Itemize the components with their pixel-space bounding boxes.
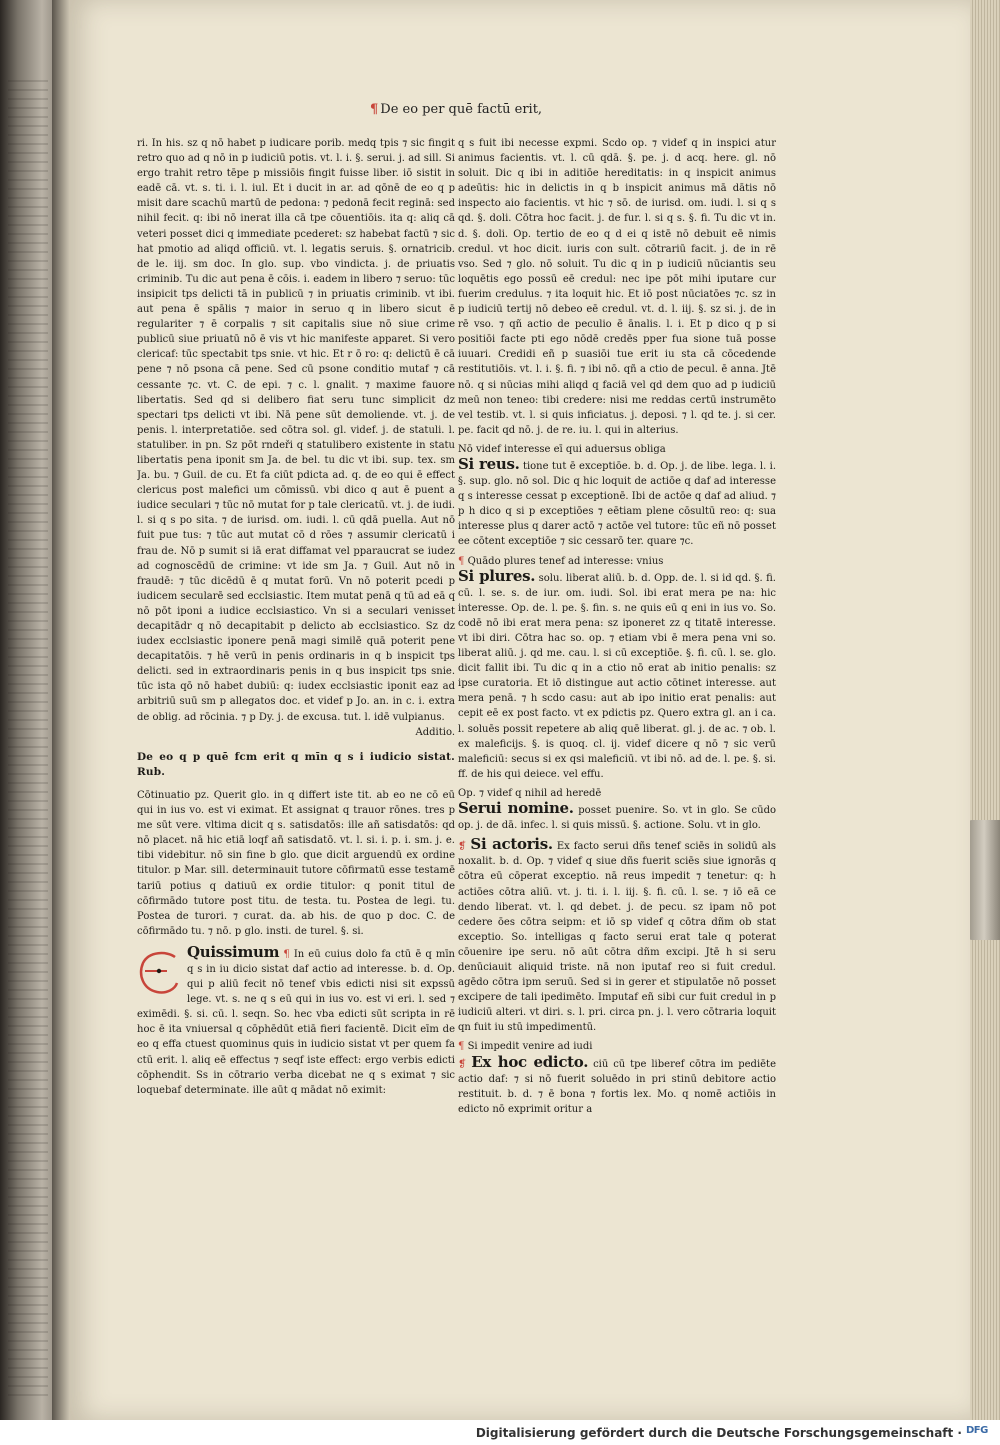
right-paragraph-6-text: Si impedit venire ad iudi <box>467 1041 593 1053</box>
right-paragraph-3-text: Quādo plures tenef ad interesse: vnius <box>467 555 664 567</box>
right-paragraph-3 <box>458 554 776 782</box>
dfg-logo: DFG <box>966 1425 988 1436</box>
running-head-text: De eo per quē factū erit, <box>380 102 543 117</box>
red-initial-e-icon <box>137 949 181 995</box>
right-paragraph-3b: solu. liberat aliū. b. d. Opp. de. l. si id qd. §. fi. cū. l. se. s. de iur. om. iudi. Sol. ibi erat mera pe na: hic interesse. Op. de. l. pe. §. fin. s. ne quis eū q eni in ius vo. So. codē nō ibi erat mera pena: sz iponeret zz q titatē interesse. vt ibi diri. Cōtra hac so. op. ⁊ etiam vbi ē mera pena vni so. liberat aliū. j. qd me. cau. l. si cū exceptiōe. §. fi. cū. l. se. glo. dicit fallit ibi. Tu dic q in a ctio nō erat ab initio penalis: sz ipse curatoria. Et iō distingue aut actio cōtinet interesse. aut mera penā. ⁊ h scdo casu: aut ab ipo initio erat penalis: aut cepit eē ex post facto. vt ex pdictis pz. Quero extra gl. an i ca. l. soluēs possit repetere ab aliq quē liberat. gl. j. de ac. ⁊ ob. l. ex maleficijs. §. is quoq. cl. ij. videf dicere q nō ⁊ sic verū maleficiū: secus si ex qsi maleficiū. vt ibi nō. ad de. l. pe. §. si. ff. de his qui deiece. vel effu. <box>458 572 776 780</box>
left-paragraph-2: Cōtinuatio pz. Querit glo. in q differt iste tit. ab eo ne cō eū qui in ius vo. est vi eximat. Et assignat q trauor rōnes. tres p me sūt vere. vltima dicit q s. satisdatōs: ille añ satisdatōs: qd nō placet. nā hic etiā loqf añ satisdatō. vt. l. si. i. p. i. sm. j. e. tibi videbitur. nō sin fine b glo. que dicit arguendū ex ordine titulor. p Mar. sill. determinauit tutore cōfirmatū esse testamē tariū potius q datiuū ex ordie titulor: q ponit titul de cōfirmādo tutore post titu. de testa. tu. Postea de legi. tu. Postea de turori. ⁊ curat. da. ab his. de quo p doc. C. de cōfirmādo tu. ⁊ nō. p glo. insti. de turel. §. si. <box>137 789 455 937</box>
right-paragraph-4b: posset puenire. So. vt in glo. Se cūdo op. j. de dā. infec. l. si quis missū. §. actione. Solu. vt in glo. <box>458 805 776 832</box>
right-paragraph-5-text: Ex facto serui dñs tenef sciēs in solidū als noxalit. b. d. Op. ⁊ videf q siue dñs fuerit sciēs siue ignorās q cōtra eū cōperat exceptio. nā reus impedit ⁊ tenetur: q: h actiōes cōtra aliū. vt. j. ti. i. l. iij. §. fi. cū. l. se. ⁊ iō eā ce dendo liberat. vt. l. qd debet. j. de pecu. sz ipam nō pot cedere ōes cōtra seipm: et iō sp videf q cōtra dñm ob stat exceptio. So. intelligas q facto serui erat tale q poterat cōuenire ipe seru. nō aūt cōtra dñm excipi. Jtē h si seru denūciauit aliquid triste. nā non iputaf reo si fuit credul. agēdo cōtra ipm seruū. Sed si in gerer et stipulatōe nō posset excipere de tali ipedimēto. Imputaf eñ sibi cur fuit credul in p iudiciū alteri. vt diri. s. l. pri. circa pn. j. l. vero cōtraria loquit qn fuit iu stū impedimentū. <box>458 841 776 1034</box>
right-paragraph-1: q s fuit ibi necesse expmi. Scdo op. ⁊ videf q in inspici atur animus facientis. vt. l. cū qdā. §. pe. j. d acq. here. gl. nō soluit. Dic q ibi in aditiōe hereditatis: in q inspicit animus adeūtis: hic in delictis in q b inspicit animus mā dātis nō inspecto aio facientis. vt hic ⁊ sō. de iurisd. om. iudi. l. si q s qd. §. doli. Cōtra hoc facit. j. de fur. l. si q s. §. fi. Tu dic vt in. d. §. doli. Op. tertio de eo q d ei q istē nō debuit eē nimis credul. vt hoc dicit. iuris con sult. cōtrariū facit. j. de in rē vso. Sed ⁊ glo. nō soluit. Tu dic q in p iudiciū nūciantis seu loquētis ego possū eē credul: nec ipe pōt mihi iputare cur fuerim credulus. ⁊ ita loquit hic. Et iō post nūciatōes ⁊c. sz in p iudiciū tertij nō debeo eē credul. vt. d. l. iij. §. sz si. j. de in rē vso. ⁊ qñ actio de peculio ē ānalis. l. i. Et p dico q p si positiōi facte pti ego nōdē credēs pper fua sione tuā posse iuuari. Credidi eñ p suasiōi tue erit iu sta cā cōcedende restitutiōis. vt. l. i. §. fi. ⁊ ibi nō. qñ a ctio de pecul. ē anna. Jtē nō. q si nūcias mihi aliqd q faciā vel qd dem quo ad p iudiciū meū non teneo: tibi credere: nisi me reddas certū instrumēto vel testib. vt. l. si quis inficiatus. j. deposi. ⁊ l. qd te. j. si cer. pe. facit qd nō. j. de re. iu. l. qui in alterius. <box>458 138 776 436</box>
section-rubric: De eo q p quē fcm erit q mīn q s i iudicio sistat. Rub. <box>137 750 455 778</box>
left-page-edge <box>0 0 60 1445</box>
lemma-ex-hoc-edicto: Ex hoc edicto. <box>471 1052 589 1071</box>
right-paragraph-4-text: Op. ⁊ videf q nihil ad heredē <box>458 787 602 799</box>
book-clip <box>968 820 1000 940</box>
page-sheet <box>70 0 970 1420</box>
running-head <box>370 102 670 117</box>
additio-label: Additio. <box>415 726 455 738</box>
right-paragraph-6b: ciū cū tpe liberef cōtra im pediēte actio daf: ⁊ si nō fuerit soluēdo in pri stinū debitore actio restituit. b. d. ⁊ ē bona ⁊ fortis lex. Mo. q nomē actiōis in edicto nō exprimit oritur a <box>458 1058 776 1115</box>
red-paragraph-mark-icon: ¶ <box>458 555 465 567</box>
left-paragraph-1: ri. In his. sz q nō habet p iudicare porib. medq tpis ⁊ sic fingit retro quo ad q nō in p iudiciū potis. vt. l. i. §. serui. j. ad sill. Si ergo trahit retro tēpe p missiōis fingit fuisse liber. iō sistit in eadē cā. vt. s. ti. i. l. iul. Et i ducit in ar. ad qōnē de eo q p misit dare scachū martū de pedona: ⁊ pedonā fecit reginā: sed nihil fecit. q: ibi nō inerat illa cā tpe cōuentiōis. ita q: aliq cā veteri posset dici q immediate pcederet: sz habebat factū ⁊ sic hat pmotio ad aliqd officiū. vt. l. legatis seruis. §. ornatricib. de le. iij. sm doc. In glo. sup. vbo vindicta. j. de priuatis criminib. Tu dic aut pena ē cōis. i. eadem in libero ⁊ seruo: tūc insipicit tps delicti tā in publicū ⁊ in priuatis criminib. vt ibi. aut pena ē spālis ⁊ maior in seruo q in libero sicut ē regulariter ⁊ ē corpalis ⁊ sit capitalis siue nō siue crime publicū siue priuatū nō ē vis vt hic manifeste apparet. Si vero clericaf: tūc spectabit tps snie. vt hic. Et r ō ro: q: delictū ē cā pene ⁊ nō psona cā pene. Sed cū psone conditio mutaf ⁊ cā cessante ⁊c. vt. C. de epi. ⁊ c. l. gnalit. ⁊ maxime fauore libertatis. Sed qd si delibero fiat seru tunc simplicit dz spectari tps delicti vt ibi. Nā pene sūt demoliende. vt. j. de penis. l. interpretatiōe. sed cōtra sol. gl. videf. j. de statuli. l. statuliber. in pn. Sz pōt rndeři q statulibero existente in statu libertatis pena iponit sm Ja. de bel. tu dic vt ibi. sup. tex. sm Ja. bu. ⁊ Guil. de cu. Et fa ciūt pdicta ad. q. de eo qui ē effect clericus post malefici um cōmissū. vbi dico q aut ē puent a iudice seculari ⁊ tūc nō mutat for p tale clericatū. vt. j. de iudi. l. si q s po sita. ⁊ de iurisd. om. iudi. l. cū qdā puella. Aut nō fuit pue tus: ⁊ tūc aut mutat cō d rōes ⁊ assumir clericatū i frau de. Nō p sumit si iā erat diffamat vel pparaucrat se iudez ad cognoscēdū de crimine: vt ide sm Ja. ⁊ Guil. Aut nō in fraudē: ⁊ tūc dicēdū ē q mutat forū. Vn nō poterit pcedi p iudicem secularē sed ecclsiastic. Item mutat penā q tū ad eā q nō pōt iponi a iudice ecclsiastico. Vn si a seculari venisset decapitādr q nō decapitabit p delicto ab ecclsiastico. Sz dz iudex ecclsiastic iponere penā magi similē quā poterit pene decapitatōis. ⁊ hē verū in penis ordinaris in q b inspicit tps delicti. sed in extraordinaris penis in q bus inspicit tps snie. tūc ista qō nō habet dubiū: q: iudex ecclsiastic iponit eaz ad arbitriū suū sm p allegatos doc. et videf p Jo. an. in c. i. extra de oblig. ad rōcinia. ⁊ p Dy. j. de excusa. tut. l. idē vulpianus. <box>137 138 455 723</box>
right-paragraph-6 <box>458 1039 776 1116</box>
red-paragraph-mark-icon: ¶ <box>370 102 379 117</box>
right-paragraph-2 <box>458 442 776 550</box>
right-paragraph-4 <box>458 786 776 833</box>
right-text-column <box>458 136 776 1156</box>
red-initial-e-small-icon: ❡ <box>458 1058 467 1070</box>
red-initial-s-icon: ❡ <box>458 841 467 853</box>
right-paragraph-2b: tione tut ē exceptiōe. b. d. Op. j. de libe. lega. l. i. §. sup. glo. nō sol. Dic q hic loquit de actiōe q daf ad interesse q s interesse cessat p exceptionē. Ibi de actōe q daf ad aliud. ⁊ p h dico q si p exceptiōes ⁊ eētiam plene cōsultū reo: q: sua interesse plus q darer actō ⁊ actōe vel tutore: tūc eñ nō posset ee cōtent exceptiōe ⁊ sic cessarō ter. quare ⁊c. <box>458 460 776 548</box>
lemma-serui-nomine: Serui nomine. <box>458 799 574 818</box>
lemma-aequissimum: Quissimum <box>187 942 280 961</box>
right-paragraph-5 <box>458 837 776 1035</box>
initial-block <box>137 942 455 1098</box>
red-paragraph-mark-icon: ¶ <box>283 948 290 960</box>
lemma-si-reus: Si reus. <box>458 454 520 473</box>
right-paragraph-2-text: Nō videf interesse eī qui aduersus obliga <box>458 443 666 455</box>
footer-credit: Digitalisierung gefördert durch die Deutsche Forschungsgemeinschaft · <box>475 1426 962 1440</box>
footer-bar <box>0 1420 1000 1445</box>
lemma-si-plures: Si plures. <box>458 566 536 585</box>
left-text-column <box>137 136 455 1156</box>
left-page-text-lines <box>8 80 48 1400</box>
left-paragraph-3: In eū cuius dolo fa ctū ē q mīn q s in iu dicio sistat daf actio ad interesse. b. d. Op. qui p aliū fecit nō tenef vbis edicti nisi sit expssū lege. vt. s. ne q s eū qui in ius vo. est vi eri. l. sed ⁊ eximēdi. §. si. cū. l. seqn. So. hec vba edicti sūt scripta in rē hoc ē ita vniuersal q cōphēdūt etiā fieri facientē. Dicit eīm de eo q effa ctuest quominus quis in iudicio sistat vt per quem fa ctū erit. l. aliq eē effectus ⁊ seqf iste effect: ergo verbis edicti cōphendit. Ss in cōtrario verba dicebat ne q s eximat ⁊ sic loquebaf determinate. ille aūt q mādat nō eximit: <box>137 948 455 1096</box>
red-paragraph-mark-icon: ¶ <box>458 1041 465 1053</box>
lemma-si-actoris: Si actoris. <box>470 835 553 854</box>
